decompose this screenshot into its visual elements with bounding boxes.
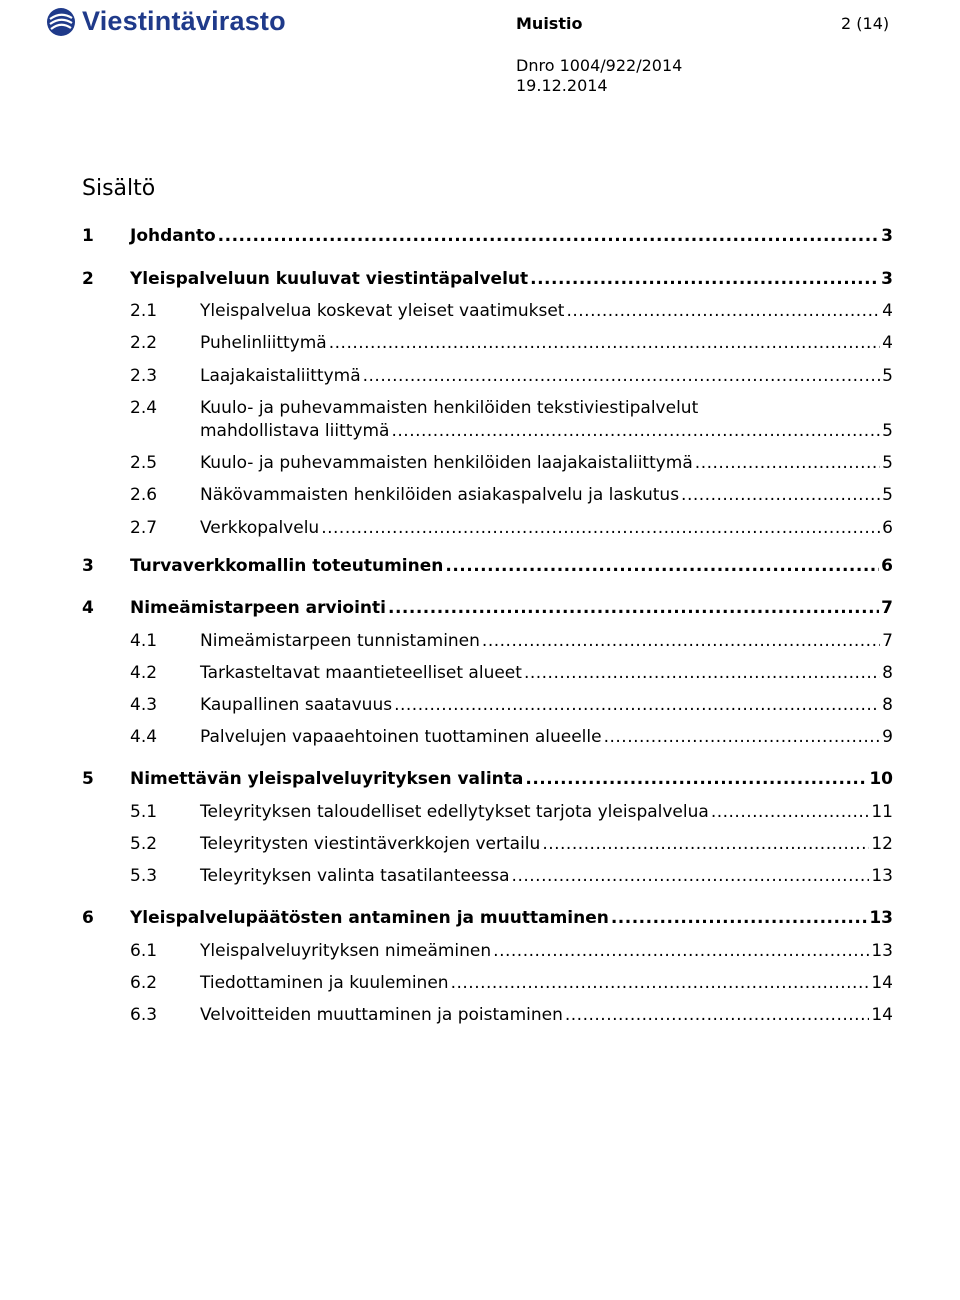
toc-entry-number: 6.2 [130,973,158,993]
toc-entry-page: 7 [881,598,893,618]
toc-leader-dots [445,550,879,582]
toc-entry-page: 3 [881,269,893,289]
toc-entry-page: 13 [871,866,893,886]
toc-entry-label: Velvoitteiden muuttaminen ja poistaminen [200,1005,563,1025]
toc-entry-label: Teleyrityksen valinta tasatilanteessa [200,866,510,886]
toc-leader-dots [542,828,869,860]
toc-leader-dots [566,295,880,327]
toc-entry-number: 6 [82,908,94,928]
toc-leader-dots [391,415,880,447]
toc-entry-label: Turvaverkkomallin toteutuminen [130,556,444,576]
toc-entry-page: 4 [882,301,893,321]
toc-entry-number: 1 [82,226,94,246]
toc-title: Sisältö [82,176,156,201]
toc-leader-dots [388,592,879,624]
toc-entry-label-continued: mahdollistava liittymä [200,421,390,441]
toc-entry-number: 2.1 [130,301,158,321]
toc-entry-label: Tiedottaminen ja kuuleminen [200,973,449,993]
toc-leader-dots [482,625,880,657]
toc-leader-dots [681,479,880,511]
toc-entry-page: 13 [869,908,893,928]
toc-entry-number: 2.5 [130,453,158,473]
toc-entry-label: Kuulo- ja puhevammaisten henkilöiden laajakaistaliittymä [200,453,693,473]
toc-entry-label: Yleispalveluyrityksen nimeäminen [200,941,492,961]
toc-entry-number: 4 [82,598,94,618]
toc-entry-number: 2.4 [130,398,158,418]
toc-entry-number: 4.4 [130,727,158,747]
toc-entry-page: 6 [881,556,893,576]
toc-leader-dots [394,689,880,721]
toc-leader-dots [525,763,867,795]
toc-entry-number: 2.6 [130,485,158,505]
document-type: Muistio [516,14,583,33]
toc-leader-dots [451,967,870,999]
toc-entry-label: Kaupallinen saatavuus [200,695,393,715]
toc-entry-page: 5 [882,453,893,473]
toc-entry-page: 13 [871,941,893,961]
logo-emblem-icon [46,7,76,37]
toc-leader-dots [493,935,869,967]
toc-entry-number: 6.3 [130,1005,158,1025]
toc-entry-label: Nimettävän yleispalveluyrityksen valinta [130,769,524,789]
toc-entry-page: 5 [882,366,893,386]
toc-entry-number: 4.3 [130,695,158,715]
toc-entry-page: 8 [882,663,893,683]
toc-entry-number: 5 [82,769,94,789]
toc-leader-dots [565,999,869,1031]
toc-entry-page: 9 [882,727,893,747]
toc-entry-number: 2 [82,269,94,289]
toc-entry-label: Teleyrityksen taloudelliset edellytykset tarjota yleispalvelua [200,802,709,822]
page-number: 2 (14) [841,14,890,33]
toc-entry-label: Tarkasteltavat maantieteelliset alueet [200,663,522,683]
toc-leader-dots [695,447,880,479]
toc-leader-dots [363,360,881,392]
toc-entry-number: 6.1 [130,941,158,961]
toc-entry-number: 2.3 [130,366,158,386]
toc-entry-label: Laajakaistaliittymä [200,366,361,386]
toc-entry-page: 6 [882,518,893,538]
document-date: 19.12.2014 [516,76,608,95]
toc-entry-page: 12 [871,834,893,854]
toc-leader-dots [611,902,867,934]
toc-entry-page: 14 [871,1005,893,1025]
toc-entry-page: 4 [882,333,893,353]
table-of-contents [82,0,893,1300]
toc-entry-number: 3 [82,556,94,576]
toc-leader-dots [604,721,881,753]
toc-entry-label: Yleispalveluun kuuluvat viestintäpalvelut [130,269,529,289]
toc-entry-label: Puhelinliittymä [200,333,327,353]
toc-entry-number: 2.2 [130,333,158,353]
toc-entry-label: Nimeämistarpeen tunnistaminen [200,631,480,651]
toc-entry-page: 7 [882,631,893,651]
toc-leader-dots [530,263,879,295]
toc-entry-label: Kuulo- ja puhevammaisten henkilöiden tekstiviestipalvelut [200,398,699,418]
toc-entry-label: Nimeämistarpeen arviointi [130,598,386,618]
toc-entry-label: Verkkopalvelu [200,518,320,538]
toc-leader-dots [321,512,880,544]
toc-entry-page: 10 [869,769,893,789]
toc-entry-number: 5.2 [130,834,158,854]
toc-entry-number: 4.1 [130,631,158,651]
toc-leader-dots [329,327,880,359]
toc-entry-page: 5 [882,485,893,505]
toc-entry-page: 3 [881,226,893,246]
toc-entry-label: Teleyritysten viestintäverkkojen vertailu [200,834,541,854]
toc-entry-label: Palvelujen vapaaehtoinen tuottaminen alueelle [200,727,602,747]
toc-entry-page: 11 [871,802,893,822]
toc-entry-label: Näkövammaisten henkilöiden asiakaspalvelu ja laskutus [200,485,680,505]
toc-entry-label: Yleispalvelupäätösten antaminen ja muuttaminen [130,908,609,928]
toc-leader-dots [218,220,880,252]
toc-entry-number: 5.3 [130,866,158,886]
toc-leader-dots [512,860,870,892]
toc-entry-number: 5.1 [130,802,158,822]
toc-entry-page: 5 [882,421,893,441]
toc-entry-number: 4.2 [130,663,158,683]
toc-leader-dots [711,796,870,828]
logo-wordmark: Viestintävirasto [82,6,286,36]
toc-entry-label: Yleispalvelua koskevat yleiset vaatimukset [200,301,565,321]
toc-entry-number: 2.7 [130,518,158,538]
toc-entry-label: Johdanto [130,226,216,246]
toc-entry-page: 8 [882,695,893,715]
document-number: Dnro 1004/922/2014 [516,56,683,75]
toc-leader-dots [524,657,880,689]
toc-entry-page: 14 [871,973,893,993]
